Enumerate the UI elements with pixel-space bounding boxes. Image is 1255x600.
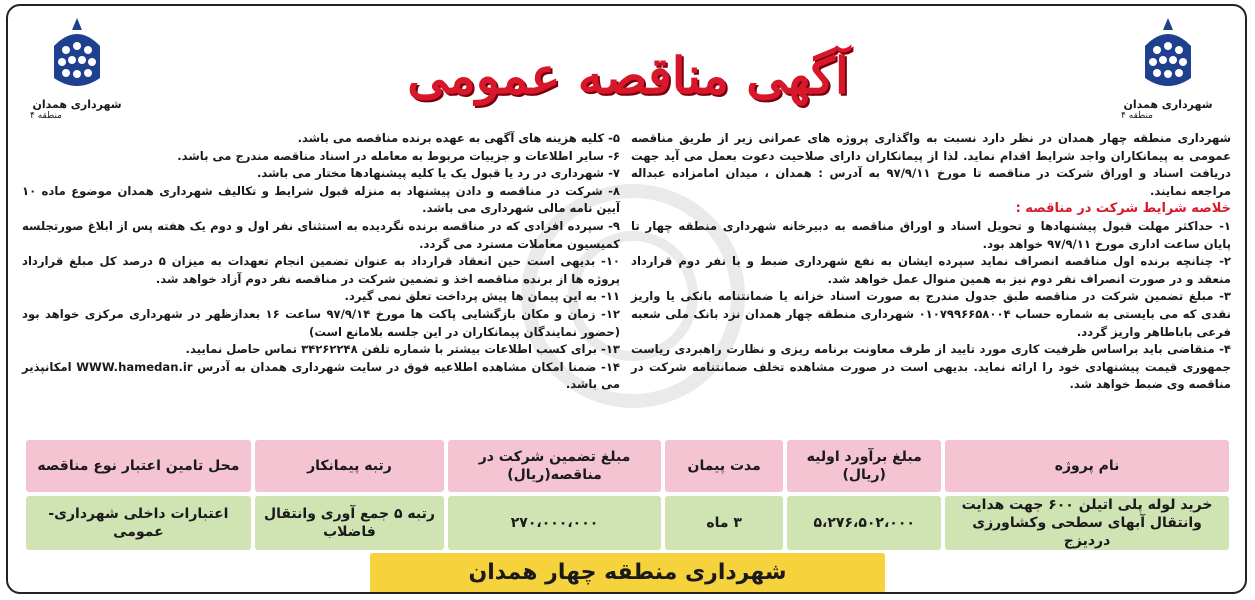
header-guarantee-amount: مبلغ تضمین شرکت در مناقصه(ریال): [448, 440, 661, 492]
condition-item: ۱- حداکثر مهلت قبول پیشنهادها و تحویل اسناد و اوراق مناقصه به دبیرخانه شهرداری منطقه چهار تا پایان ساعت اداری مورخ ۹۷/۹/۱۱ خواهد بود.: [631, 218, 1231, 251]
logo-name: شهرداری همدان: [1123, 98, 1213, 111]
condition-item: ۱۴- ضمنا امکان مشاهده اطلاعیه فوق در سایت شهرداری همدان به آدرس WWW.hamedan.ir امکانپذیر می باشد.: [22, 359, 620, 392]
notice-title: آگهی مناقصه عمومی: [407, 46, 849, 105]
municipality-emblem-icon: [1137, 16, 1199, 96]
footer-banner: شهرداری منطقه چهار همدان: [370, 553, 885, 593]
header-project-name: نام پروژه: [945, 440, 1229, 492]
conditions-heading: خلاصه شرایط شرکت در مناقصه :: [1015, 201, 1231, 217]
condition-item: ۱۳- برای کسب اطلاعات بیشتر با شماره تلفن ۳۴۲۶۲۲۴۸ تماس حاصل نمایید.: [185, 342, 620, 357]
condition-item: ۱۰- بدیهی است حین انعقاد قرارداد به عنوان تضمین انجام تعهدات به میزان ۵ درصد کل مبلغ قرارداد پروژه ها از برنده مناقصه اخذ و تضمین شرکت در مناقصه نفر دوم آزاد خواهد شد.: [22, 254, 620, 286]
cell-initial-estimate: ۵،۲۷۶،۵۰۲،۰۰۰: [787, 496, 941, 550]
logo-sub: منطقه ۴: [1121, 111, 1154, 121]
header-initial-estimate: مبلغ برآورد اولیه (ریال): [787, 440, 941, 492]
condition-item: ۵- کلیه هزینه های آگهی به عهده برنده مناقصه می باشد.: [297, 131, 620, 145]
municipality-logo-left: [22, 16, 132, 136]
condition-item: ۲- چنانچه برنده اول مناقصه انصراف نماید سپرده ایشان به نفع شهرداری ضبط و با نفر دوم قرارداد منعقد و در صورت انصراف نفر دوم نیز به همین منوال عمل خواهد شد.: [631, 254, 1231, 286]
condition-item: ۶- سایر اطلاعات و جزییات مربوط به معامله در اسناد مناقصه مندرج می باشد.: [177, 148, 620, 163]
cell-project-name: خرید لوله پلی اتیلن ۶۰۰ جهت هدایت وانتقال آبهای سطحی وکشاورزی دردیزج: [945, 496, 1229, 550]
logo-name: شهرداری همدان: [32, 98, 122, 111]
project-table: [22, 436, 1233, 549]
municipality-logo-right: [1113, 16, 1223, 136]
condition-item: ۱۲- زمان و مکان بازگشایی پاکت ها مورخ ۹۷/۹/۱۴ ساعت ۱۶ بعدازظهر در شهرداری مرکزی خواهد بود (حضور نمایندگان پیمانکاران در این جلسه بلامانع است): [22, 306, 620, 339]
header-contract-duration: مدت پیمان: [665, 440, 783, 492]
cell-funding-source: اعتبارات داخلی شهرداری- عمومی: [26, 496, 251, 550]
cell-contract-duration: ۳ ماه: [665, 496, 783, 550]
tender-notice: [6, 4, 1247, 594]
condition-item: ۳- مبلغ تضمین شرکت در مناقصه طبق جدول مندرج به صورت اسناد خزانه یا ضمانتنامه بانکی یا واریز نقدی که می بایستی به شماره حساب ۰۱۰۷۹۹۶۶۵۸۰۰۴ شهرداری منطقه چهار همدان نزد بانک ملی شعبه فرعی باباطاهر واریز گردد.: [631, 289, 1231, 339]
header-funding-source: محل تامین اعتبار نوع مناقصه: [26, 440, 251, 492]
logo-sub: منطقه ۴: [30, 111, 63, 121]
intro-paragraph: شهرداری منطقه چهار همدان در نظر دارد نسبت به واگذاری پروژه های عمرانی زیر از طریق مناقصه عمومی به پیمانکاران واجد شرایط اقدام نماید. لذا از پیمانکاران دارای صلاحیت دعوت بعمل می آید جهت دریافت اسناد و اوراق شرکت در مناقصه تا مورخ ۹۷/۹/۱۱ به آدرس : همدان ، میدان امامزاده عبداله مراجعه نمایند.: [631, 131, 1231, 198]
table-row: [26, 496, 1229, 550]
cell-guarantee-amount: ۲۷۰،۰۰۰،۰۰۰: [448, 496, 661, 550]
condition-item: ۸- شرکت در مناقصه و دادن پیشنهاد به منزله قبول شرایط و تکالیف شهرداری همدان موضوع ماده ۱۰ آیین نامه مالی شهرداری می باشد.: [22, 183, 620, 216]
condition-item: ۴- متقاضی باید براساس ظرفیت کاری مورد تایید از طرف معاونت برنامه ریزی و نظارت راهبردی ریاست جمهوری قیمت پیشنهادی خود را ارائه نماید. بدیهی است در صورت مشاهده تخلف ضمانتنامه شرکت در مناقصه وی ضبط خواهد شد.: [631, 342, 1231, 392]
condition-item: ۱۱- به این پیمان ها پیش پرداخت تعلق نمی گیرد.: [344, 289, 620, 304]
condition-item: ۷- شهرداری در رد یا قبول یک یا کلیه پیشنهادها مختار می باشد.: [257, 166, 620, 181]
header-contractor-rank: رتبه پیمانکار: [255, 440, 444, 492]
municipality-emblem-icon: [46, 16, 108, 96]
conditions-left-column: [22, 130, 620, 394]
table-header-row: [26, 440, 1229, 492]
condition-item: ۹- سپرده افرادی که در مناقصه برنده نگردیده به استثنای نفر اول و دوم یک هفته پس از ابلاغ صورتجلسه کمیسیون معاملات مسترد می گردد.: [22, 218, 620, 251]
conditions-right-column: [631, 130, 1231, 394]
cell-contractor-rank: رتبه ۵ جمع آوری وانتقال فاضلاب: [255, 496, 444, 550]
